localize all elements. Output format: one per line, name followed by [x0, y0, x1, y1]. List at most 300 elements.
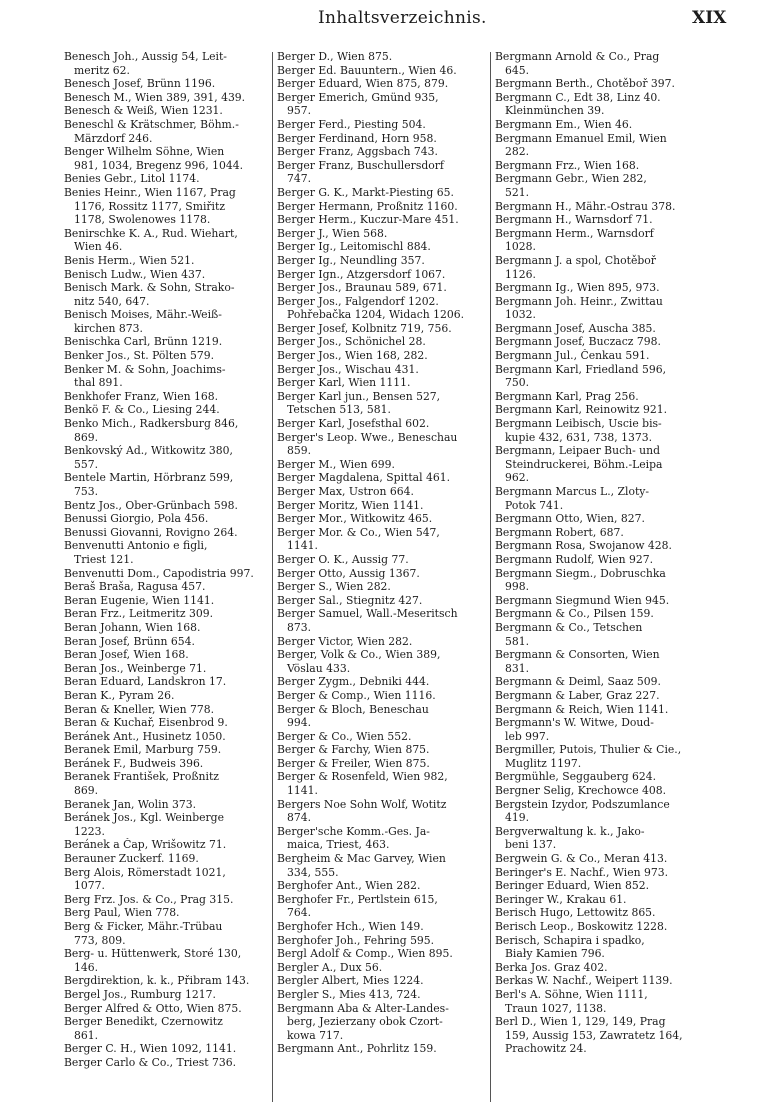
index-entry — [277, 485, 487, 499]
index-entry — [64, 974, 270, 988]
entry-continuation-line: 521. — [505, 185, 530, 199]
index-entry — [64, 906, 270, 920]
entry-continuation-line: 1126. — [505, 267, 536, 281]
entry-line: Bergmann Ant., Pohrlitz 159. — [277, 1042, 437, 1056]
entry-continuation-line: 859. — [287, 444, 312, 458]
entry-continuation-line: meritz 62. — [74, 63, 130, 77]
entry-line: Bergmann & Reich, Wien 1141. — [495, 702, 669, 716]
index-entry — [64, 689, 270, 703]
entry-line: Bergmann Siegm., Dobruschka — [495, 566, 666, 580]
entry-line: Berger Mor., Witkowitz 465. — [277, 512, 433, 526]
column-divider — [490, 52, 491, 1102]
index-entry — [495, 988, 706, 1015]
index-entry — [495, 866, 706, 880]
index-entry — [277, 567, 487, 581]
index-entry — [64, 1015, 270, 1042]
entry-line: Benisch Moises, Mähr.-Weiß- — [64, 308, 222, 322]
entry-continuation-line: 962. — [505, 471, 530, 485]
entry-continuation-line: maica, Triest, 463. — [287, 838, 390, 852]
entry-continuation-line: Kleinmünchen 39. — [505, 104, 605, 118]
entry-line: Benger Wilhelm Söhne, Wien — [64, 145, 225, 159]
entry-line: Bergler A., Dux 56. — [277, 960, 383, 974]
index-entry — [277, 376, 487, 390]
entry-line: Benvenutti Antonio e figli, — [64, 539, 208, 553]
entry-line: Bergmann Josef, Buczacz 798. — [495, 335, 661, 349]
index-columns — [64, 50, 706, 1108]
index-entry — [495, 200, 706, 214]
entry-line: Beránek a Čap, Wrišowitz 71. — [64, 838, 227, 852]
index-entry — [495, 485, 706, 512]
index-entry — [277, 675, 487, 689]
entry-line: Bergheim & Mac Garvey, Wien — [277, 852, 446, 866]
index-entry — [64, 730, 270, 744]
index-entry — [495, 254, 706, 281]
entry-line: Berger G. K., Markt-Piesting 65. — [277, 185, 454, 199]
entry-line: Beran & Kneller, Wien 778. — [64, 702, 215, 716]
entry-line: Bergmann Rudolf, Wien 927. — [495, 552, 654, 566]
index-entry — [277, 471, 487, 485]
index-entry — [495, 798, 706, 825]
index-entry — [495, 1015, 706, 1056]
index-entry — [64, 648, 270, 662]
index-entry — [64, 1056, 270, 1070]
index-entry — [495, 444, 706, 485]
entry-line: Berger Zygm., Debniki 444. — [277, 675, 430, 689]
entry-continuation-line: thal 891. — [74, 376, 123, 390]
entry-line: Berger Ferd., Piesting 504. — [277, 117, 426, 131]
entry-continuation-line: Triest 121. — [74, 552, 134, 566]
entry-line: Bentele Martin, Hörbranz 599, — [64, 471, 234, 485]
entry-line: Bergmann H., Mähr.-Ostrau 378. — [495, 199, 676, 213]
entry-continuation-line: 861. — [74, 1028, 99, 1042]
index-entry — [64, 390, 270, 404]
index-entry — [277, 879, 487, 893]
entry-line: Berghofer Joh., Fehring 595. — [277, 933, 435, 947]
entry-line: Benkö F. & Co., Liesing 244. — [64, 403, 220, 417]
entry-line: Bergmann Karl, Reinowitz 921. — [495, 403, 668, 417]
index-entry — [277, 703, 487, 730]
entry-continuation-line: 750. — [505, 376, 530, 390]
entry-line: Berg- u. Hüttenwerk, Storé 130, — [64, 947, 242, 961]
index-entry — [277, 390, 487, 417]
entry-line: Bergmann Josef, Auscha 385. — [495, 321, 656, 335]
index-entry — [277, 335, 487, 349]
entry-line: Berger's Leop. Wwe., Beneschau — [277, 430, 458, 444]
index-entry — [64, 444, 270, 471]
entry-line: Berger D., Wien 875. — [277, 50, 393, 63]
entry-line: Bergmann C., Edt 38, Linz 40. — [495, 90, 661, 104]
entry-continuation-line: 419. — [505, 811, 530, 825]
index-entry — [64, 172, 270, 186]
index-entry — [277, 526, 487, 553]
entry-line: Berger Otto, Aussig 1367. — [277, 566, 420, 580]
entry-line: Berg Alois, Römerstadt 1021, — [64, 865, 226, 879]
index-entry — [495, 512, 706, 526]
entry-line: Berger Ed. Bauuntern., Wien 46. — [277, 63, 457, 77]
entry-line: Benischka Carl, Brünn 1219. — [64, 335, 223, 349]
entry-line: Berger Mor. & Co., Wien 547, — [277, 525, 440, 539]
index-entry — [495, 675, 706, 689]
entry-line: Benirschke K. A., Rud. Wiehart, — [64, 226, 238, 240]
index-entry — [64, 1002, 270, 1016]
entry-continuation-line: Potok 741. — [505, 498, 564, 512]
entry-line: Berger Karl jun., Bensen 527, — [277, 389, 441, 403]
index-entry — [64, 1042, 270, 1056]
entry-line: Benkovský Ad., Witkowitz 380, — [64, 444, 233, 458]
index-entry — [277, 64, 487, 78]
entry-line: Berger O. K., Aussig 77. — [277, 552, 409, 566]
entry-line: Beranek Emil, Marburg 759. — [64, 743, 222, 757]
entry-line: Benies Heinr., Wien 1167, Prag — [64, 185, 236, 199]
index-entry — [277, 947, 487, 961]
entry-line: Bergler Albert, Mies 1224. — [277, 974, 424, 988]
index-entry — [64, 920, 270, 947]
page-number: XIX — [692, 8, 727, 28]
entry-line: Berger Max, Ustron 664. — [277, 485, 414, 498]
entry-line: Beranek František, Proßnitz — [64, 770, 219, 784]
index-entry — [495, 403, 706, 417]
index-entry — [64, 716, 270, 730]
entry-line: Berger & Farchy, Wien 875. — [277, 743, 430, 757]
entry-line: Benker M. & Sohn, Joachims- — [64, 362, 226, 376]
index-entry — [277, 186, 487, 200]
entry-line: Bergmühle, Seggauberg 624. — [495, 770, 657, 784]
index-entry — [64, 526, 270, 540]
index-entry — [64, 607, 270, 621]
entry-line: Bergler S., Mies 413, 724. — [277, 987, 421, 1001]
entry-line: Beránek F., Budweis 396. — [64, 756, 204, 770]
entry-line: Berger Ig., Neundling 357. — [277, 253, 425, 267]
index-column-1 — [64, 50, 270, 1108]
entry-continuation-line: 747. — [287, 172, 312, 186]
index-entry — [277, 743, 487, 757]
entry-line: Berger Ign., Atzgersdorf 1067. — [277, 267, 446, 281]
index-entry — [64, 811, 270, 838]
index-entry — [64, 743, 270, 757]
entry-line: Bergverwaltung k. k., Jako- — [495, 824, 645, 838]
index-entry — [495, 906, 706, 920]
entry-line: Bergmann Joh. Heinr., Zwittau — [495, 294, 663, 308]
index-entry — [64, 471, 270, 498]
entry-continuation-line: Traun 1027, 1138. — [505, 1001, 607, 1015]
index-entry — [277, 988, 487, 1002]
index-entry — [64, 662, 270, 676]
index-entry — [277, 1002, 487, 1043]
index-entry — [277, 159, 487, 186]
index-entry — [64, 770, 270, 797]
entry-continuation-line: leb 997. — [505, 729, 550, 743]
entry-line: Benker Jos., St. Pölten 579. — [64, 349, 215, 363]
index-entry — [495, 852, 706, 866]
index-entry — [495, 825, 706, 852]
index-entry — [64, 988, 270, 1002]
entry-line: Berkas W. Nachf., Weipert 1139. — [495, 974, 673, 988]
entry-continuation-line: 998. — [505, 580, 530, 594]
entry-line: Berger Jos., Wien 168, 282. — [277, 349, 428, 363]
index-entry — [495, 974, 706, 988]
index-entry — [495, 322, 706, 336]
entry-continuation-line: 645. — [505, 63, 530, 77]
index-entry — [495, 335, 706, 349]
entry-continuation-line: 1141. — [287, 784, 318, 798]
entry-line: Bergmann Rosa, Swojanow 428. — [495, 539, 672, 553]
entry-line: Beran & Kuchař, Eisenbrod 9. — [64, 716, 228, 730]
entry-line: Bergers Noe Sohn Wolf, Wotitz — [277, 797, 447, 811]
index-entry — [277, 648, 487, 675]
entry-continuation-line: Märzdorf 246. — [74, 131, 153, 145]
entry-continuation-line: 146. — [74, 960, 99, 974]
index-entry — [277, 499, 487, 513]
entry-line: Beran Johann, Wien 168. — [64, 620, 201, 634]
entry-line: Berl's A. Söhne, Wien 1111, — [495, 987, 648, 1001]
index-entry — [277, 431, 487, 458]
index-entry — [495, 539, 706, 553]
index-entry — [64, 866, 270, 893]
index-entry — [495, 743, 706, 770]
entry-continuation-line: Vöslau 433. — [287, 661, 351, 675]
index-entry — [495, 91, 706, 118]
entry-line: Bergmann & Co., Tetschen — [495, 620, 643, 634]
index-entry — [64, 757, 270, 771]
entry-line: Berger & Bloch, Beneschau — [277, 702, 429, 716]
index-entry — [64, 675, 270, 689]
entry-continuation-line: 1028. — [505, 240, 536, 254]
entry-line: Bergmann Leibisch, Uscie bis- — [495, 417, 662, 431]
entry-line: Bergmann Siegmund Wien 945. — [495, 593, 670, 607]
index-entry — [495, 417, 706, 444]
entry-line: Berger Victor, Wien 282. — [277, 634, 413, 648]
index-entry — [277, 145, 487, 159]
index-entry — [495, 118, 706, 132]
index-entry — [495, 920, 706, 934]
entry-continuation-line: Prachowitz 24. — [505, 1042, 587, 1056]
page-header — [0, 6, 760, 32]
entry-continuation-line: 869. — [74, 784, 99, 798]
index-entry — [495, 132, 706, 159]
entry-line: Bergdirektion, k. k., Přibram 143. — [64, 974, 250, 988]
index-entry — [495, 893, 706, 907]
entry-continuation-line: nitz 540, 647. — [74, 294, 150, 308]
index-entry — [277, 322, 487, 336]
entry-line: Berisch, Schapira i spadko, — [495, 933, 645, 947]
entry-continuation-line: 159, Aussig 153, Zawratetz 164, — [505, 1028, 683, 1042]
entry-continuation-line: Muglitz 1197. — [505, 756, 582, 770]
index-entry — [495, 648, 706, 675]
entry-line: Berghofer Ant., Wien 282. — [277, 879, 421, 893]
entry-line: Bergmann & Co., Pilsen 159. — [495, 607, 654, 621]
entry-line: Beringer Eduard, Wien 852. — [495, 879, 650, 893]
entry-line: Benesch Josef, Brünn 1196. — [64, 77, 216, 91]
index-entry — [277, 920, 487, 934]
index-entry — [277, 254, 487, 268]
index-entry — [277, 1042, 487, 1056]
index-entry — [277, 91, 487, 118]
index-entry — [277, 730, 487, 744]
entry-line: Bergmiller, Putois, Thulier & Cie., — [495, 743, 682, 757]
entry-line: Benkhofer Franz, Wien 168. — [64, 389, 219, 403]
entry-line: Berger Moritz, Wien 1141. — [277, 498, 424, 512]
entry-line: Berger S., Wien 282. — [277, 580, 391, 594]
index-entry — [277, 349, 487, 363]
entry-line: Beran Josef, Wien 168. — [64, 648, 189, 662]
index-entry — [277, 213, 487, 227]
entry-continuation-line: 1176, Rossitz 1177, Smiřitz — [74, 199, 226, 213]
entry-line: Bergmann Aba & Alter-Landes- — [277, 1001, 449, 1015]
index-entry — [277, 417, 487, 431]
entry-continuation-line: berg, Jezierzany obok Czort- — [287, 1015, 443, 1029]
entry-continuation-line: 957. — [287, 104, 312, 118]
entry-line: Berger Alfred & Otto, Wien 875. — [64, 1001, 242, 1015]
entry-continuation-line: Biały Kamien 796. — [505, 947, 605, 961]
index-entry — [64, 281, 270, 308]
index-entry — [277, 893, 487, 920]
index-entry — [277, 852, 487, 879]
entry-line: Bergmann Emanuel Emil, Wien — [495, 131, 667, 145]
index-entry — [495, 879, 706, 893]
entry-line: Berghofer Fr., Pertlstein 615, — [277, 892, 438, 906]
index-entry — [64, 499, 270, 513]
entry-line: Berger & Comp., Wien 1116. — [277, 688, 436, 702]
entry-continuation-line: 282. — [505, 145, 530, 159]
entry-line: Bergmann Karl, Friedland 596, — [495, 362, 667, 376]
index-entry — [64, 798, 270, 812]
entry-line: Berger Jos., Schönichel 28. — [277, 335, 426, 349]
index-entry — [495, 607, 706, 621]
index-entry — [64, 349, 270, 363]
entry-line: Berger Carlo & Co., Triest 736. — [64, 1055, 237, 1069]
index-entry — [495, 349, 706, 363]
index-entry — [495, 363, 706, 390]
entry-continuation-line: 1223. — [74, 824, 105, 838]
entry-line: Bergmann & Consorten, Wien — [495, 648, 660, 662]
entry-line: Berger Sal., Stiegnitz 427. — [277, 593, 423, 607]
entry-line: Beringer's E. Nachf., Wien 973. — [495, 865, 669, 879]
column-divider — [272, 52, 273, 1102]
entry-line: Berger Jos., Braunau 589, 671. — [277, 281, 447, 295]
entry-line: Berger Eduard, Wien 875, 879. — [277, 77, 449, 91]
entry-line: Berisch Hugo, Lettowitz 865. — [495, 906, 656, 920]
index-entry — [495, 295, 706, 322]
index-entry — [495, 553, 706, 567]
index-entry — [64, 947, 270, 974]
entry-line: Bergmann Berth., Chotěboř 397. — [495, 77, 675, 91]
entry-line: Beran Eduard, Landskron 17. — [64, 675, 227, 689]
index-entry — [277, 132, 487, 146]
entry-continuation-line: 557. — [74, 457, 99, 471]
entry-line: Berg Paul, Wien 778. — [64, 906, 180, 920]
entry-continuation-line: Pohřebačka 1204, Widach 1206. — [287, 308, 465, 322]
entry-line: Bergmann J. a spol, Chotěboř — [495, 253, 656, 267]
entry-line: Beran Frz., Leitmeritz 309. — [64, 607, 214, 621]
entry-line: Beringer W., Krakau 61. — [495, 892, 627, 906]
entry-line: Berger Jos., Falgendorf 1202. — [277, 294, 439, 308]
entry-line: Berger Samuel, Wall.-Meseritsch — [277, 607, 458, 621]
entry-continuation-line: 831. — [505, 661, 530, 675]
index-entry — [277, 934, 487, 948]
index-entry — [64, 417, 270, 444]
entry-line: Benesch Joh., Aussig 54, Leit- — [64, 50, 227, 63]
index-entry — [495, 526, 706, 540]
entry-line: Berka Jos. Graz 402. — [495, 960, 608, 974]
index-entry — [495, 621, 706, 648]
index-entry — [64, 227, 270, 254]
entry-line: Berauner Zuckerf. 1169. — [64, 852, 199, 866]
entry-line: Bergmann Frz., Wien 168. — [495, 158, 640, 172]
entry-line: Berger Karl, Wien 1111. — [277, 376, 411, 390]
entry-line: Bergmann & Laber, Graz 227. — [495, 688, 660, 702]
index-entry — [277, 580, 487, 594]
index-entry — [277, 50, 487, 64]
entry-continuation-line: 753. — [74, 485, 99, 498]
entry-continuation-line: 581. — [505, 634, 530, 648]
entry-line: Berger Emerich, Gmünd 935, — [277, 90, 439, 104]
entry-line: Bergmann Ig., Wien 895, 973. — [495, 281, 660, 295]
index-entry — [277, 798, 487, 825]
index-entry — [495, 770, 706, 784]
entry-continuation-line: 773, 809. — [74, 933, 126, 947]
entry-line: Bergmann Em., Wien 46. — [495, 117, 633, 131]
index-entry — [495, 227, 706, 254]
index-entry — [277, 200, 487, 214]
index-entry — [64, 104, 270, 118]
index-entry — [495, 961, 706, 975]
entry-line: Berger Benedikt, Czernowitz — [64, 1015, 223, 1029]
index-entry — [64, 145, 270, 172]
entry-line: Bergmann & Deiml, Saaz 509. — [495, 675, 661, 689]
index-entry — [277, 512, 487, 526]
entry-line: Berg & Ficker, Mähr.-Trübau — [64, 920, 223, 933]
entry-line: Benko Mich., Radkersburg 846, — [64, 417, 239, 431]
entry-continuation-line: 334, 555. — [287, 865, 339, 879]
entry-line: Beraš Braša, Ragusa 457. — [64, 580, 206, 594]
index-entry — [64, 363, 270, 390]
index-entry — [495, 213, 706, 227]
entry-line: Beránek Jos., Kgl. Weinberge — [64, 811, 224, 825]
entry-line: Beránek Ant., Husinetz 1050. — [64, 729, 226, 743]
entry-line: Bergmann Jul., Čenkau 591. — [495, 349, 650, 363]
index-entry — [277, 553, 487, 567]
entry-continuation-line: kupie 432, 631, 738, 1373. — [505, 430, 653, 444]
index-entry — [277, 961, 487, 975]
index-entry — [277, 594, 487, 608]
index-entry — [277, 757, 487, 771]
entry-line: Berger Hermann, Proßnitz 1160. — [277, 199, 458, 213]
entry-line: Berger'sche Komm.-Ges. Ja- — [277, 824, 430, 838]
entry-line: Berger Jos., Wischau 431. — [277, 362, 419, 376]
index-entry — [64, 403, 270, 417]
index-entry — [64, 308, 270, 335]
entry-line: Bergmann Arnold & Co., Prag — [495, 50, 660, 63]
entry-line: Benesch M., Wien 389, 391, 439. — [64, 90, 246, 104]
entry-continuation-line: 1032. — [505, 308, 536, 322]
entry-line: Bergwein G. & Co., Meran 413. — [495, 852, 668, 866]
entry-line: Berger Karl, Josefsthal 602. — [277, 417, 430, 431]
index-entry — [277, 689, 487, 703]
index-entry — [64, 77, 270, 91]
entry-continuation-line: 764. — [287, 906, 312, 920]
entry-continuation-line: 869. — [74, 430, 99, 444]
index-entry — [64, 118, 270, 145]
entry-continuation-line: kirchen 873. — [74, 321, 143, 335]
index-entry — [64, 580, 270, 594]
entry-continuation-line: beni 137. — [505, 838, 557, 852]
entry-line: Benisch Ludw., Wien 437. — [64, 267, 206, 281]
entry-line: Berghofer Hch., Wien 149. — [277, 920, 424, 933]
index-entry — [64, 268, 270, 282]
index-entry — [277, 770, 487, 797]
entry-line: Berger Magdalena, Spittal 461. — [277, 471, 451, 485]
index-entry — [277, 77, 487, 91]
